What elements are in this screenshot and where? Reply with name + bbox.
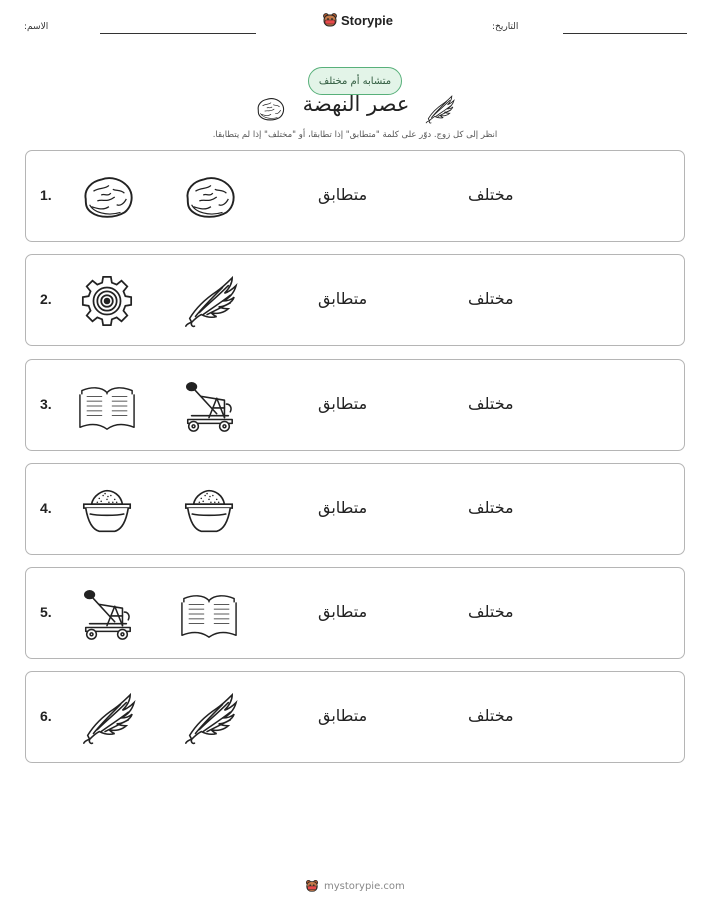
pair-row-2	[25, 254, 685, 346]
row-number: 6.	[40, 708, 52, 724]
worksheet-type-tag: متشابه أم مختلف	[308, 67, 402, 95]
same-option[interactable]: متطابق	[318, 289, 368, 308]
wing-icon	[423, 94, 455, 124]
bowl-icon	[180, 482, 238, 538]
same-option[interactable]: متطابق	[318, 706, 368, 725]
date-field-line	[563, 33, 687, 34]
page-title: عصر النهضة	[302, 92, 410, 116]
different-option[interactable]: مختلف	[468, 706, 514, 725]
different-option[interactable]: مختلف	[468, 185, 514, 204]
bear-mascot-icon	[305, 879, 319, 893]
bowl-icon	[78, 482, 136, 538]
pair-row-5	[25, 567, 685, 659]
different-option[interactable]: مختلف	[468, 394, 514, 413]
same-option[interactable]: متطابق	[318, 185, 368, 204]
book-icon	[180, 586, 238, 642]
different-option[interactable]: مختلف	[468, 289, 514, 308]
wing-icon	[180, 690, 238, 746]
pair-row-3	[25, 359, 685, 451]
instructions: انظر إلى كل زوج. دوّر على كلمة "متطابق" إذا تطابقا، أو "مختلف" إذا لم يتطابقا.	[212, 130, 498, 140]
worksheet-header	[0, 0, 709, 50]
row-number: 5.	[40, 604, 52, 620]
same-option[interactable]: متطابق	[318, 498, 368, 517]
storypie-logo	[322, 12, 393, 28]
brand-name: Storypie	[341, 12, 394, 28]
different-option[interactable]: مختلف	[468, 498, 514, 517]
catapult-icon	[78, 586, 136, 642]
pair-row-6	[25, 671, 685, 763]
catapult-icon	[180, 378, 238, 434]
rock-icon	[180, 169, 238, 225]
row-number: 1.	[40, 187, 52, 203]
date-label: التاريخ:	[492, 22, 519, 32]
different-option[interactable]: مختلف	[468, 602, 514, 621]
footer-site-link[interactable]: mystorypie.com	[324, 880, 405, 892]
same-option[interactable]: متطابق	[318, 394, 368, 413]
rock-icon	[254, 94, 286, 124]
rock-icon	[78, 169, 136, 225]
name-field-line	[100, 33, 256, 34]
book-icon	[78, 378, 136, 434]
wing-icon	[78, 690, 136, 746]
bear-mascot-icon	[322, 12, 338, 28]
wing-icon	[180, 273, 238, 329]
gear-icon	[78, 273, 136, 329]
row-number: 4.	[40, 500, 52, 516]
name-label: الاسم:	[24, 22, 49, 32]
pair-row-1	[25, 150, 685, 242]
row-number: 3.	[40, 396, 52, 412]
row-number: 2.	[40, 291, 52, 307]
footer	[305, 879, 405, 893]
pair-row-4	[25, 463, 685, 555]
same-option[interactable]: متطابق	[318, 602, 368, 621]
title-row	[0, 92, 709, 126]
